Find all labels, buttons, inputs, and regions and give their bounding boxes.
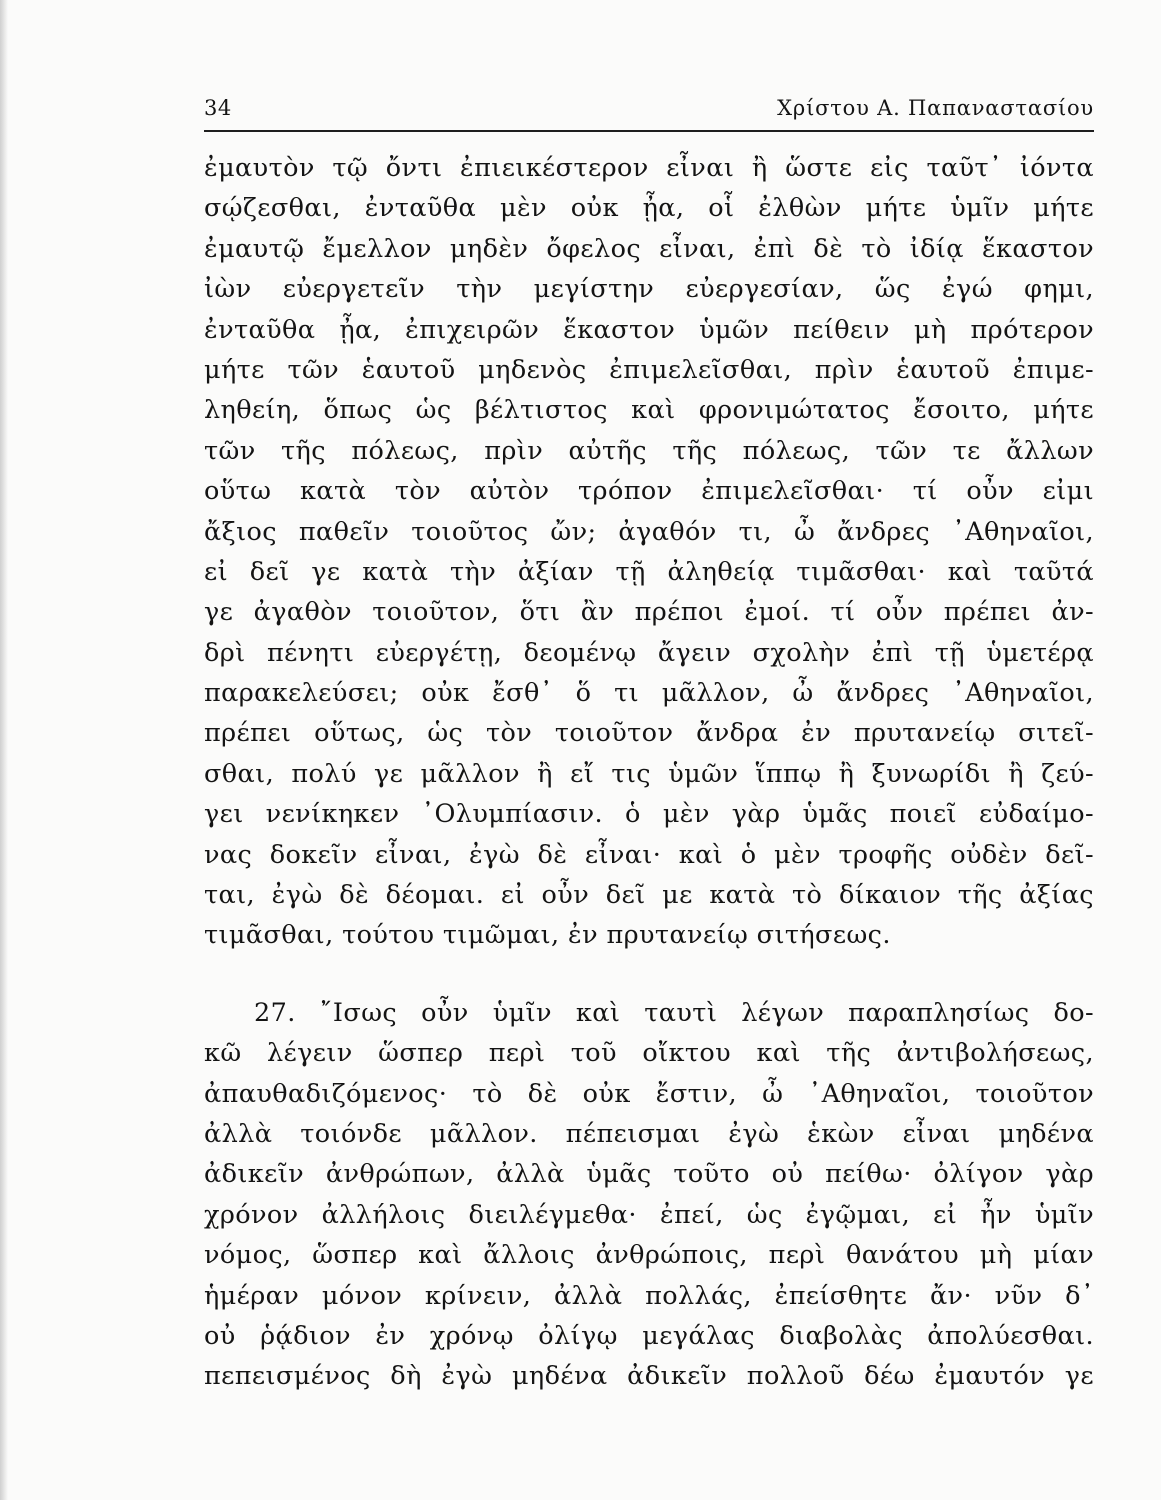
text-line: νας δοκεῖν εἶναι, ἐγὼ δὲ εἶναι· καὶ ὁ μὲν τροφῆς οὐδὲν δεῖ-: [204, 839, 1094, 870]
text-line: μήτε τῶν ἑαυτοῦ μηδενὸς ἐπιμελεῖσθαι, πρὶν ἑαυτοῦ ἐπιμε-: [204, 354, 1094, 385]
text-line: τῶν τῆς πόλεως, πρὶν αὐτῆς τῆς πόλεως, τῶν τε ἄλλων: [204, 435, 1094, 466]
text-line: γε ἀγαθὸν τοιοῦτον, ὅτι ἂν πρέποι ἐμοί. τί οὖν πρέπει ἀν-: [204, 597, 1094, 628]
text-line: σῴζεσθαι, ἐνταῦθα μὲν οὐκ ᾖα, οἷ ἐλθὼν μήτε ὑμῖν μήτε: [204, 193, 1094, 224]
paragraph-1: [204, 148, 1094, 956]
body-text: [204, 148, 1094, 1397]
text-line: ἀπαυθαδιζόμενος· τὸ δὲ οὐκ ἔστιν, ὦ ᾽Αθηναῖοι, τοιοῦτον: [204, 1078, 1094, 1109]
text-line: ἐμαυτὸν τῷ ὄντι ἐπιεικέστερον εἶναι ἢ ὥστε εἰς ταῦτ᾽ ἰόντα: [204, 153, 1094, 183]
text-line: ται, ἐγὼ δὲ δέομαι. εἰ οὖν δεῖ με κατὰ τὸ δίκαιον τῆς ἀξίας: [204, 880, 1094, 911]
running-head: Χρίστου Α. Παπαναστασίου: [777, 96, 1094, 120]
text-line: 27. ῎Ισως οὖν ὑμῖν καὶ ταυτὶ λέγων παραπλησίως δο-: [254, 997, 1094, 1028]
text-line: χρόνον ἀλλήλοις διειλέγμεθα· ἐπεί, ὡς ἐγῷμαι, εἰ ἦν ὑμῖν: [204, 1199, 1094, 1230]
text-line: οὐ ῥᾴδιον ἐν χρόνῳ ὀλίγῳ μεγάλας διαβολὰς ἀπολύεσθαι.: [204, 1320, 1094, 1351]
paragraph-gap: [204, 956, 1094, 993]
text-line: ἀδικεῖν ἀνθρώπων, ἀλλὰ ὑμᾶς τοῦτο οὐ πείθω· ὀλίγον γὰρ: [204, 1159, 1094, 1190]
text-line: ἐμαυτῷ ἔμελλον μηδὲν ὄφελος εἶναι, ἐπὶ δὲ τὸ ἰδίᾳ ἕκαστον: [204, 233, 1094, 264]
text-line: εἰ δεῖ γε κατὰ τὴν ἀξίαν τῇ ἀληθείᾳ τιμᾶσθαι· καὶ ταῦτά: [204, 556, 1094, 587]
text-line: ἡμέραν μόνον κρίνειν, ἀλλὰ πολλάς, ἐπείσθητε ἄν· νῦν δ᾽: [204, 1280, 1094, 1311]
page-edge-shadow: [0, 0, 8, 1500]
text-line: οὕτω κατὰ τὸν αὐτὸν τρόπον ἐπιμελεῖσθαι· τί οὖν εἰμι: [204, 476, 1094, 507]
text-line: κῶ λέγειν ὥσπερ περὶ τοῦ οἴκτου καὶ τῆς ἀντιβολήσεως,: [204, 1038, 1094, 1069]
text-line: σθαι, πολύ γε μᾶλλον ἢ εἴ τις ὑμῶν ἵππῳ ἢ ξυνωρίδι ἢ ζεύ-: [204, 758, 1094, 789]
text-line: πεπεισμένος δὴ ἐγὼ μηδένα ἀδικεῖν πολλοῦ δέω ἐμαυτόν γε: [204, 1361, 1094, 1392]
text-line: ληθείη, ὅπως ὡς βέλτιστος καὶ φρονιμώτατος ἔσοιτο, μήτε: [204, 395, 1094, 426]
header-rule: [204, 130, 1094, 132]
page-header: [204, 96, 1094, 128]
text-line: παρακελεύσει; οὐκ ἔσθ᾽ ὅ τι μᾶλλον, ὦ ἄνδρες ᾽Αθηναῖοι,: [204, 678, 1094, 709]
paragraph-2: [204, 993, 1094, 1397]
text-line: ἐνταῦθα ᾖα, ἐπιχειρῶν ἕκαστον ὑμῶν πείθειν μὴ πρότερον: [204, 314, 1094, 345]
text-line: τιμᾶσθαι, τούτου τιμῶμαι, ἐν πρυτανείῳ σιτήσεως.: [204, 920, 891, 951]
text-line: ἀλλὰ τοιόνδε μᾶλλον. πέπεισμαι ἐγὼ ἑκὼν εἶναι μηδένα: [204, 1118, 1094, 1149]
text-line: γει νενίκηκεν ᾽Ολυμπίασιν. ὁ μὲν γὰρ ὑμᾶς ποιεῖ εὐδαίμο-: [204, 799, 1094, 830]
text-line: δρὶ πένητι εὐεργέτῃ, δεομένῳ ἄγειν σχολὴν ἐπὶ τῇ ὑμετέρᾳ: [204, 637, 1094, 668]
text-line: ἄξιος παθεῖν τοιοῦτος ὤν; ἀγαθόν τι, ὦ ἄνδρες ᾽Αθηναῖοι,: [204, 516, 1094, 547]
text-line: ἰὼν εὐεργετεῖν τὴν μεγίστην εὐεργεσίαν, ὥς ἐγώ φημι,: [204, 274, 1094, 305]
page-number: 34: [204, 96, 232, 120]
text-line: πρέπει οὕτως, ὡς τὸν τοιοῦτον ἄνδρα ἐν πρυτανείῳ σιτεῖ-: [204, 718, 1094, 749]
text-line: νόμος, ὥσπερ καὶ ἄλλοις ἀνθρώποις, περὶ θανάτου μὴ μίαν: [204, 1240, 1094, 1271]
